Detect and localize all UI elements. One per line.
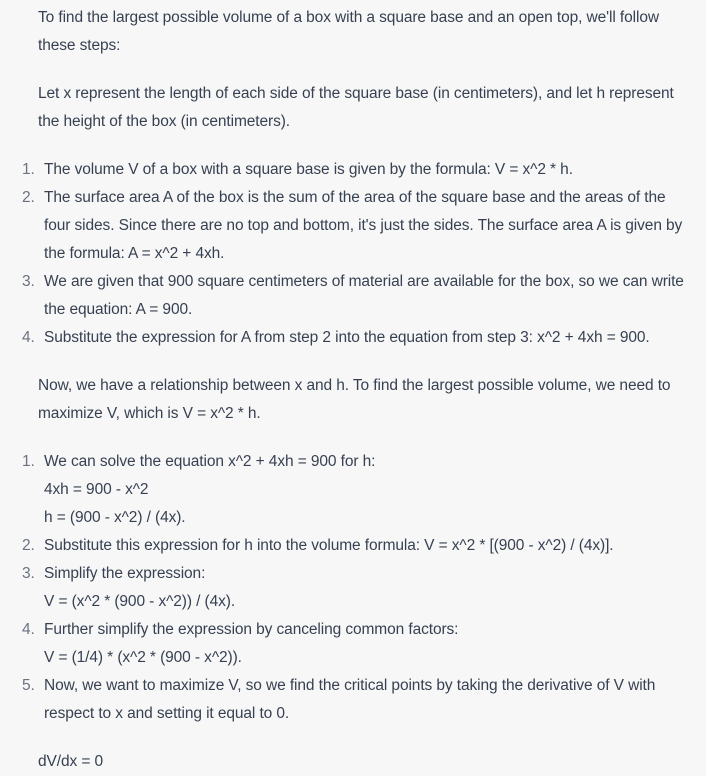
list-item-text: Now, we want to maximize V, so we find the critical points by taking the derivative of V with respect to x and setting it equal to 0.	[44, 677, 656, 722]
relationship-paragraph: Now, we have a relationship between x and h. To find the largest possible volume, we need to maximize V, which is V = x^2 * h.	[38, 377, 671, 422]
list-number: 3.	[22, 565, 35, 582]
list-item-text: The volume V of a box with a square base is given by the formula: V = x^2 * h.	[44, 161, 573, 178]
list-item-text: We are given that 900 square centimeters of material are available for the box, so we can write the equation: A = 900.	[44, 273, 684, 318]
list-item-text: Substitute the expression for A from step 2 into the equation from step 3: x^2 + 4xh = 900.	[44, 329, 650, 346]
definition-paragraph: Let x represent the length of each side of the square base (in centimeters), and let h represent the height of the box (in centimeters).	[38, 85, 674, 130]
list-item	[22, 324, 696, 352]
list-number: 2.	[22, 537, 35, 554]
list-item-text: We can solve the equation x^2 + 4xh = 900 for h:	[44, 453, 376, 470]
list-item-text: Substitute this expression for h into the volume formula: V = x^2 * [(900 - x^2) / (4x)].	[44, 537, 614, 554]
list-item-text: Simplify the expression:	[44, 565, 206, 582]
equation-line: V = (x^2 * (900 - x^2)) / (4x).	[44, 593, 236, 610]
list-item	[22, 184, 696, 268]
list-number: 3.	[22, 273, 35, 290]
list-item	[22, 448, 696, 532]
list-item	[22, 268, 696, 324]
list-item	[22, 532, 696, 560]
list-item-text: The surface area A of the box is the sum of the area of the square base and the areas of the four sides. Since there are no top and bottom, it's just the sides. The surface area A is given by the formula: A = x^2 + 4xh.	[44, 189, 683, 262]
list-item	[22, 156, 696, 184]
list-number: 1.	[22, 453, 35, 470]
equation-line: 4xh = 900 - x^2	[44, 481, 149, 498]
list-number: 5.	[22, 677, 35, 694]
equation-line: h = (900 - x^2) / (4x).	[44, 509, 186, 526]
list-number: 4.	[22, 329, 35, 346]
steps-list-2	[22, 448, 696, 728]
list-item	[22, 560, 696, 616]
steps-list-1	[22, 156, 696, 352]
list-item	[22, 672, 696, 728]
list-number: 4.	[22, 621, 35, 638]
list-item-text: Further simplify the expression by canceling common factors:	[44, 621, 459, 638]
final-equation: dV/dx = 0	[38, 753, 104, 770]
list-number: 1.	[22, 161, 35, 178]
list-item	[22, 616, 696, 672]
equation-line: V = (1/4) * (x^2 * (900 - x^2)).	[44, 649, 242, 666]
intro-paragraph: To find the largest possible volume of a box with a square base and an open top, we'll follow these steps:	[38, 9, 659, 54]
list-number: 2.	[22, 189, 35, 206]
